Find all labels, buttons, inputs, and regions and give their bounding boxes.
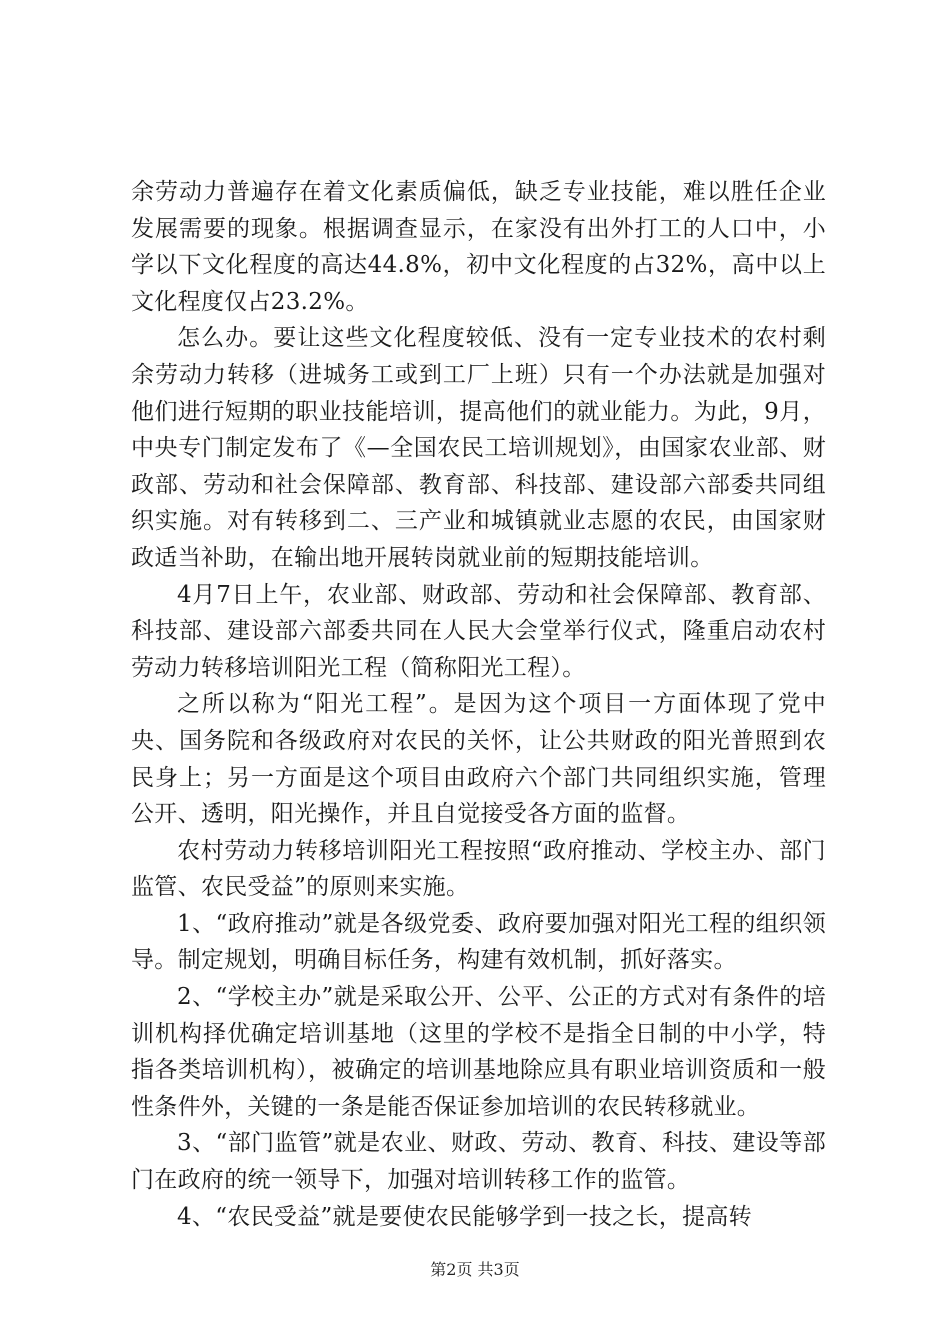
paragraph-principles: 农村劳动力转移培训阳光工程按照“政府推动、学校主办、部门监管、农民受益”的原则来实施。 (131, 837, 826, 901)
list-item-school-organization: 2、“学校主办”就是采取公开、公平、公正的方式对有条件的培训机构择优确定培训基地（这里的学校不是指全日制的中小学，特指各类培训机构），被确定的培训基地除应具有职业培训资质和一般性条件外，关键的一条是能否保证参加培训的农民转移就业。 (131, 984, 826, 1120)
paragraph-launch-ceremony: 4月7日上午，农业部、财政部、劳动和社会保障部、教育部、科技部、建设部六部委共同在人民大会堂举行仪式，隆重启动农村劳动力转移培训阳光工程（简称阳光工程）。 (131, 581, 826, 681)
page-number-footer: 第2页 共3页 (430, 1260, 520, 1279)
paragraph-how-to-solve: 怎么办。要让这些文化程度较低、没有一定专业技术的农村剩余劳动力转移（进城务工或到工厂上班）只有一个办法就是加强对他们进行短期的职业技能培训，提高他们的就业能力。为此，9月，中央专门制定发布了《—全国农民工培训规划》，由国家农业部、财政部、劳动和社会保障部、教育部、科技部、建设部六部委共同组织实施。对有转移到二、三产业和城镇就业志愿的农民，由国家财政适当补助，在输出地开展转岗就业前的短期技能培训。 (131, 325, 826, 571)
list-item-department-supervision: 3、“部门监管”就是农业、财政、劳动、教育、科技、建设等部门在政府的统一领导下，加强对培训转移工作的监管。 (131, 1130, 826, 1194)
list-item-government-promotion: 1、“政府推动”就是各级党委、政府要加强对阳光工程的组织领导。制定规划，明确目标任务，构建有效机制，抓好落实。 (131, 910, 826, 974)
document-body (131, 174, 826, 1235)
paragraph-sunshine-project-meaning: 之所以称为“阳光工程”。是因为这个项目一方面体现了党中央、国务院和各级政府对农民的关怀，让公共财政的阳光普照到农民身上；另一方面是这个项目由政府六个部门共同组织实施，管理公开、透明，阳光操作，并且自觉接受各方面的监督。 (131, 691, 826, 828)
paragraph-education-statistics: 余劳动力普遍存在着文化素质偏低，缺乏专业技能，难以胜任企业发展需要的现象。根据调查显示，在家没有出外打工的人口中，小学以下文化程度的高达44.8%，初中文化程度的占32%，高中以上文化程度仅占23.2%。 (131, 179, 826, 315)
list-item-farmer-benefit: 4、“农民受益”就是要使农民能够学到一技之长，提高转 (177, 1203, 752, 1230)
